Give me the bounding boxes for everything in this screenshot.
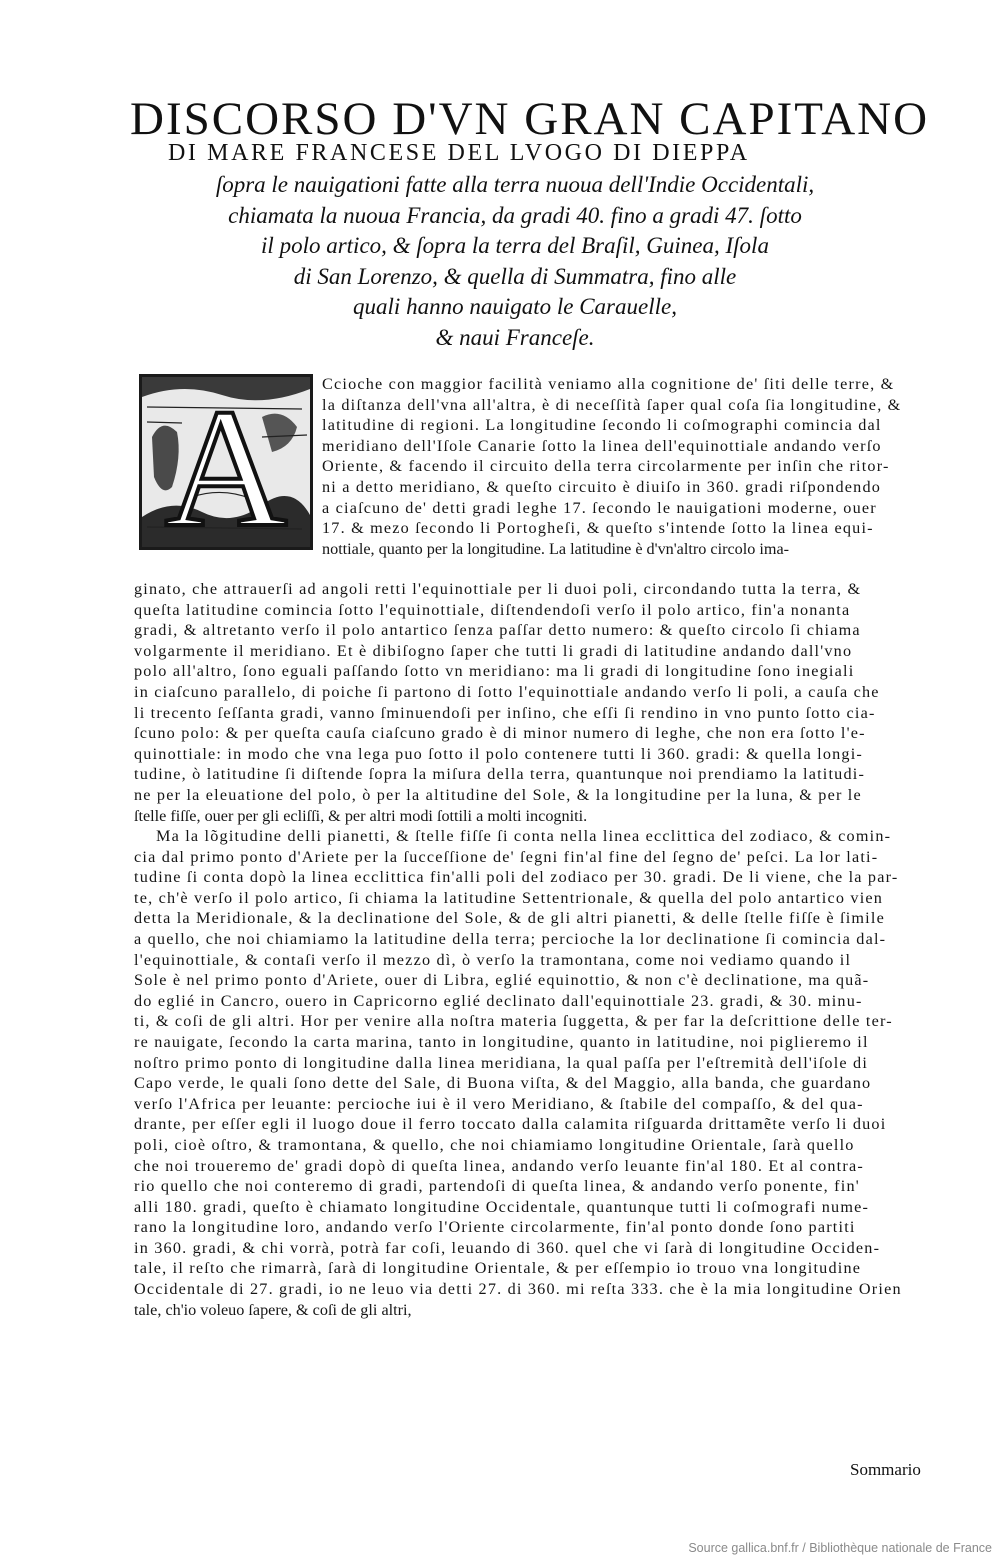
text-line: cia dal primo ponto d'Ariete per la ſucceſſione de' ſegni fin'al fine del ſegno de' peſci. La lor lati- — [134, 847, 879, 866]
text-line: tudine ſi conta dopò la linea ecclittica fin'alli poli del zodiaco per 30. gradi. De li viene, che la par- — [134, 868, 899, 887]
woodcut-illustration-icon — [142, 377, 310, 547]
text-line: Occidentale di 27. gradi, io ne leuo via detti 27. di 360. mi reſta 333. che è la mia longitudine Orien — [134, 1280, 902, 1299]
heading-line: quali hanno nauigato le Carauelle, — [353, 294, 677, 319]
heading-block — [150, 170, 880, 353]
text-line: ti, & coſi de gli altri. Hor per venire alla noſtra materia ſuggetta, & per far la deſcrittione delle ter- — [134, 1012, 893, 1031]
text-line: Ma la lõgitudine delli pianetti, & ſtelle fiſſe ſi conta nella linea ecclittica del zodiaco, & comin- — [156, 827, 892, 845]
heading-line: di San Lorenzo, & quella di Summatra, fino alle — [293, 263, 737, 289]
text-line: Sole è nel primo ponto d'Ariete, ouer di Libra, eglié equinottio, & non c'è declinatione, ma quã- — [134, 971, 870, 990]
text-line: do eglié in Cancro, ouero in Capricorno eglié declinato dall'equinottiale 23. gradi, & 30. minu- — [134, 991, 863, 1010]
text-line: te, ch'è verſo il polo artico, ſi chiama la latitudine Settentrionale, & quella del polo antartico vien — [134, 888, 884, 907]
text-line: a ciaſcuno de' detti gradi leghe 17. ſecondo le nauigationi moderne, ouer — [322, 498, 877, 517]
text-line: detta la Meridionale, & la declinatione del Sole, & de gli altri pianetti, & delle ſtelle fiſſe è ſimile — [134, 909, 885, 928]
text-line: noſtro primo ponto di longitudine dalla linea meridiana, la qual paſſa per l'eſtremità dell'iſole di — [134, 1053, 869, 1072]
text-line: che noi troueremo de' gradi dopò di queſta linea, andando verſo leuante fin'al 180. Et al contra- — [134, 1156, 864, 1175]
paragraph-2 — [134, 826, 970, 1320]
page-subtitle: DI MARE FRANCESE DEL LVOGO DI DIEPPA — [168, 140, 750, 166]
text-line: li trecento ſeſſanta gradi, vanno ſminuendoſi per inſino, che eſſi ſi rendino in vno punto ſotto cia- — [134, 703, 876, 722]
text-line: a quello, che noi chiamiamo la latitudine della terra; percioche la lor declinatione ſi comincia dal- — [134, 929, 887, 948]
text-line: Ccioche con maggior facilità veniamo alla cognitione de' ſiti delle terre, & — [322, 375, 895, 393]
catchword: Sommario — [850, 1460, 921, 1479]
heading-line: & naui Franceſe. — [435, 324, 595, 350]
text-line: ſtelle fiſſe, ouer per gli ecliſſi, & per altri modi ſottili a molti incogniti. — [134, 806, 588, 825]
text-line: in 360. gradi, & chi vorrà, potrà far coſi, leuando di 360. quel che vi ſarà di longitudine Occiden- — [134, 1238, 881, 1257]
text-line: alli 180. gradi, queſto è chiamato longitudine Occidentale, quantunque tutti li coſmografi nume- — [134, 1197, 870, 1216]
text-line: gradi, & altretanto verſo il polo antartico ſenza paſſar detto numero: & queſto circolo ſi chiama — [134, 621, 861, 640]
text-line: poli, cioè oſtro, & tramontana, & quello, che noi chiamiamo longitudine Orientale, ſarà quello — [134, 1135, 855, 1154]
text-line: meridiano dell'Iſole Canarie ſotto la linea dell'equinottiale andando verſo — [322, 436, 882, 455]
text-line: la diſtanza dell'vna all'altra, è di neceſſità ſaper qual coſa ſia longitudine, & — [322, 395, 902, 414]
page-title: DISCORSO D'VN GRAN CAPITANO — [130, 93, 930, 145]
text-line: polo all'altro, ſono eguali paſſando ſotto vn meridiano: ma li gradi di longitudine ſono inegiali — [134, 662, 855, 681]
text-line: l'equinottiale, & contaſi verſo il mezzo dì, ò verſo la tramontana, come noi vediamo quando il — [134, 950, 852, 969]
text-line: drante, per eſſer egli il luogo doue il ferro toccato dalla calamita riſguarda drittamẽte verſo li duoi — [134, 1115, 887, 1134]
text-line: tudine, ò latitudine ſi diſtende ſopra la miſura della terra, quantunque noi prendiamo la latitudi- — [134, 765, 866, 784]
decorated-initial — [139, 374, 313, 550]
text-line: volgarmente il meridiano. Et è dibiſogno ſaper che tutti li gradi di latitudine andando dall'vno — [134, 641, 853, 660]
text-line: tale, il reſto che rimarrà, ſarà di longitudine Orientale, & per eſſempio io trouo vna longitudine — [134, 1259, 862, 1278]
text-line: latitudine di regioni. La longitudine ſecondo li coſmographi comincia dal — [322, 416, 882, 435]
text-line: Oriente, & facendo il circuito della terra circolarmente per inſin che ritor- — [322, 457, 890, 476]
initial-letter: A — [164, 377, 288, 547]
text-line: ni a detto meridiano, & queſto circuito è diuiſo in 360. gradi riſpondendo — [322, 477, 882, 496]
text-line: re nauigate, ſecondo la carta marina, tanto in longitudine, quanto in latitudine, noi piglieremo il — [134, 1032, 869, 1051]
text-line: rano la longitudine loro, andando verſo l'Oriente circolarmente, fin'al ponto donde ſono partiti — [134, 1218, 856, 1237]
text-line: queſta latitudine comincia ſotto l'equinottiale, diſtendendoſi verſo il polo artico, fin'a nonanta — [134, 600, 851, 619]
text-line: ginato, che attrauerſi ad angoli retti l'equinottiale per li duoi poli, circondando tutta la terra, & — [134, 580, 862, 598]
text-line: 17. & mezo ſecondo li Portogheſi, & queſto s'intende ſotto la linea equi- — [322, 519, 874, 538]
text-line: Capo verde, le quali ſono dette del Sale, di Buona viſta, & del Maggio, alla banda, che guardano — [134, 1074, 872, 1093]
text-line: nottiale, quanto per la longitudine. La latitudine è d'vn'altro circolo ima- — [322, 539, 790, 558]
paragraph-1 — [322, 374, 970, 559]
text-line: ne per la eleuatione del polo, ò per la altitudine del Sole, & la longitudine per la luna, & per le — [134, 785, 862, 804]
source-credit: Source gallica.bnf.fr / Bibliothèque nationale de France — [688, 1541, 992, 1555]
heading-line: ſopra le nauigationi fatte alla terra nuoua dell'Indie Occidentali, — [215, 172, 815, 197]
text-line: tale, ch'io voleuo ſapere, & coſi de gli altri, — [134, 1300, 412, 1319]
text-line: verſo l'Africa per leuante: percioche iui è il vero Meridiano, & ſtabile del compaſſo, & del qua- — [134, 1094, 864, 1113]
text-line: quinottiale: in modo che vna lega puo ſotto il polo contenere tutti li 360. gradi: & quella longi- — [134, 744, 864, 763]
paragraph-1-continued — [134, 579, 970, 826]
text-line: in ciaſcuno parallelo, di poiche ſi partono di ſotto l'equinottiale andando verſo li poli, a cauſa che — [134, 682, 880, 701]
heading-line: il polo artico, & ſopra la terra del Braſil, Guinea, Iſola — [261, 233, 769, 258]
text-line: ſcuno polo: & per queſta cauſa ciaſcuno grado è di minor numero di leghe, che non era ſotto l'e- — [134, 724, 866, 743]
text-line: rio quello che noi conteremo di gradi, partendoſi di queſta linea, & andando verſo ponente, fin' — [134, 1177, 860, 1196]
heading-line: chiamata la nuoua Francia, da gradi 40. fino a gradi 47. ſotto — [228, 202, 802, 228]
